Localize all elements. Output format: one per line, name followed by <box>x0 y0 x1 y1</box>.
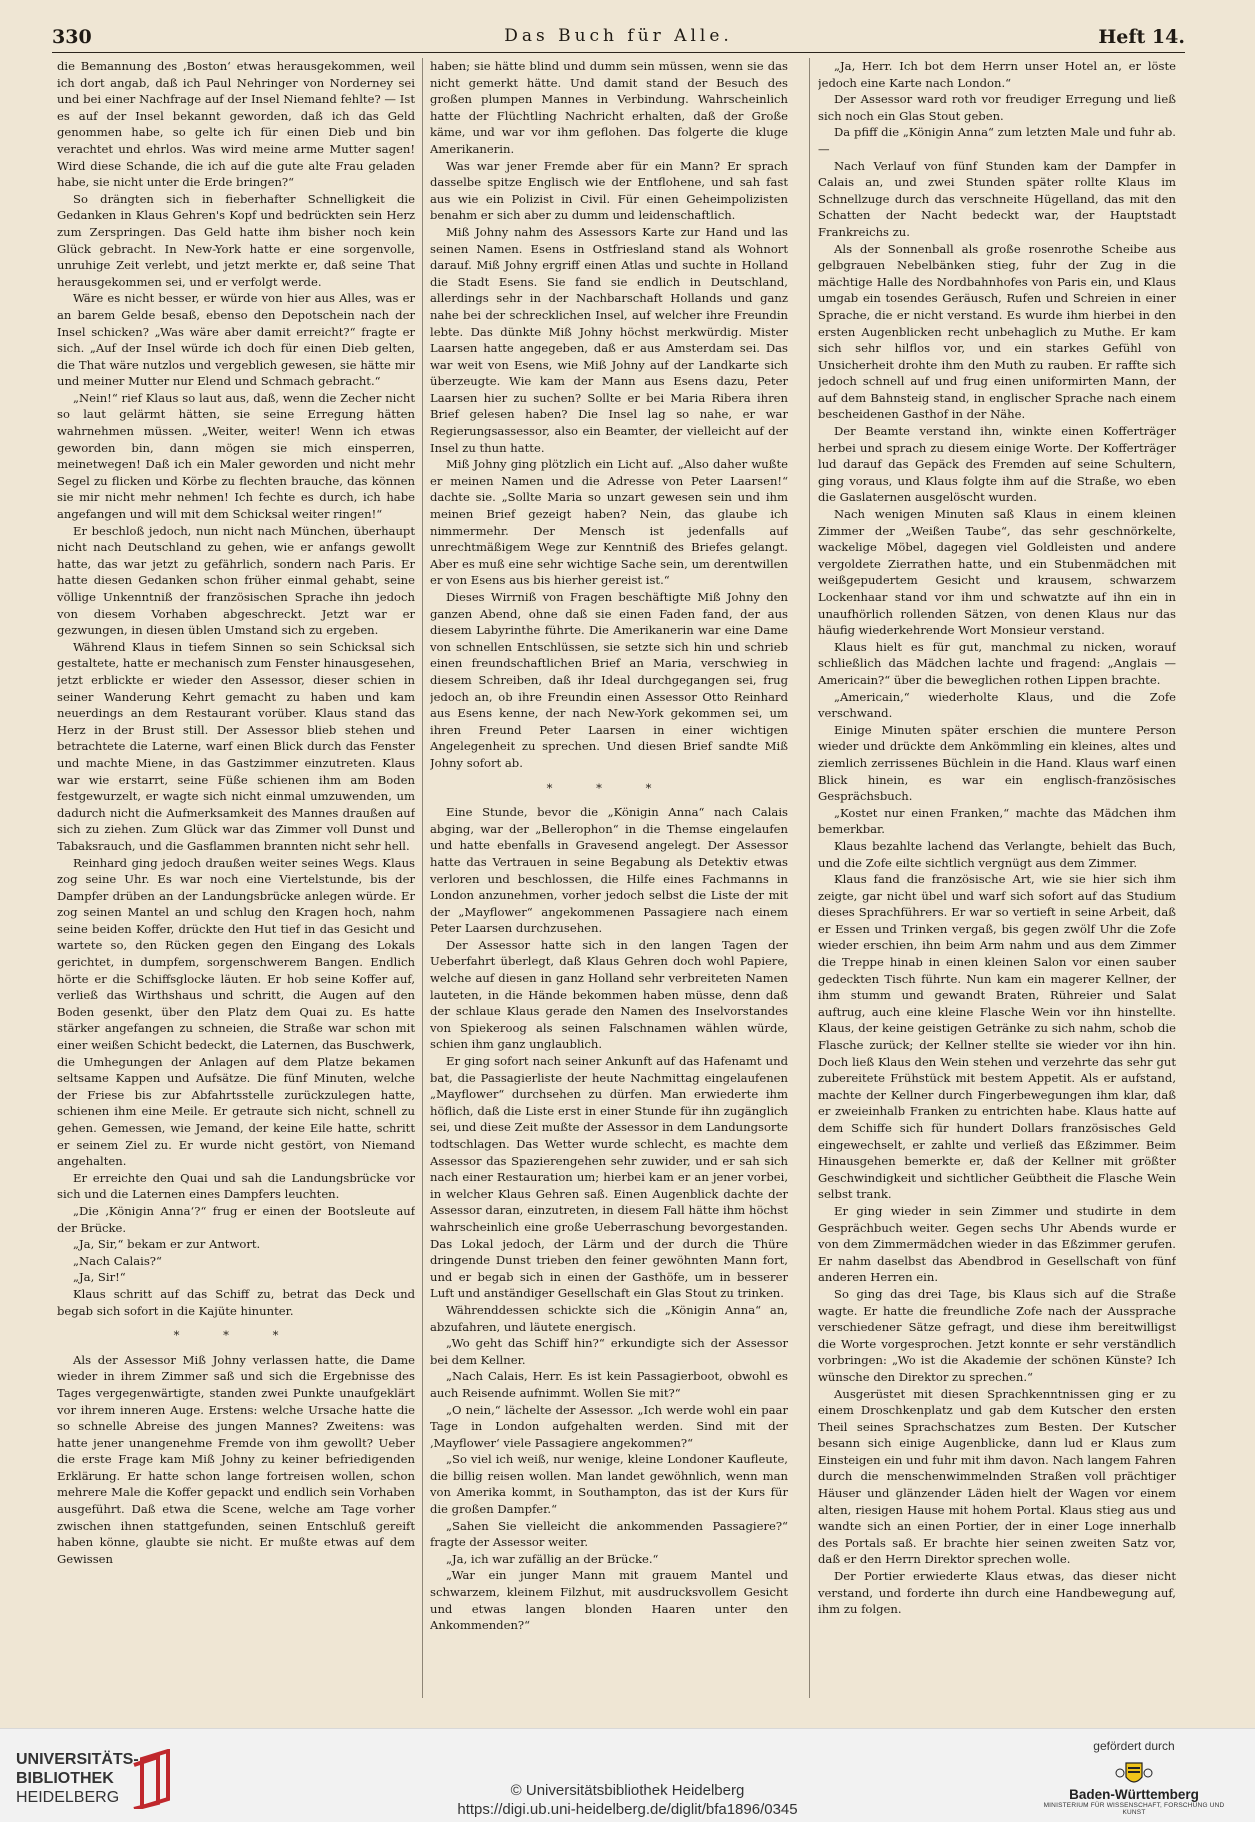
library-name-line: UNIVERSITÄTS- <box>16 1751 139 1768</box>
paragraph: Der Assessor hatte sich in den langen Tagen der Ueberfahrt überlegt, daß Klaus Gehren doch wohl Papiere, welche auf diesen in ganz Holland sehr verbreiteten Namen lauteten, in die Hände bekommen haben müsse, denn daß der schlaue Klaus gerade den Namen des Inselvorstandes von Spiekeroog als seinen Falschnamen wählen würde, schien ihm ganz unglaublich. <box>430 937 788 1052</box>
issue-number: Heft 14. <box>1098 26 1185 48</box>
paragraph: Einige Minuten später erschien die muntere Person wieder und drückte dem Ankömmling ein kleines, altes und ziemlich zerrissenes Büchlein in die Hand. Klaus warf einen Blick hinein, es war ein englisch-französisches Gesprächsbuch. <box>818 722 1176 804</box>
paragraph: Er ging sofort nach seiner Ankunft auf das Hafenamt und bat, die Passagierliste der heute Nachmittag eingelaufenen „Mayflower“ durchsehen zu dürfen. Man erwiederte ihm höflich, daß die Liste erst in einer Stunde für ihn zugänglich sei, und diese Zeit mußte der Assessor in dem Landungsorte todtschlagen. Das Wetter wurde schlecht, es machte dem Assessor das Spazierengehen sehr zuwider, und er sah sich nach einer Restauration um; hierbei kam er an jener vorbei, in welcher Klaus Gehren saß. Einen Augenblick dachte der Assessor daran, einzutreten, in diesem Fall hätte ihm höchst wahrscheinlich eine große Ueberraschung bevorgestanden. Das Lokal jedoch, der Lärm und der durch die Thüre dringende Dunst trieben den feiner gewöhnten Mann fort, und er begab sich in einen der Gasthöfe, um in besserer Luft und anständiger Gesellschaft ein Glas Stout zu trinken. <box>430 1054 788 1301</box>
paragraph: Klaus hielt es für gut, manchmal zu nicken, worauf schließlich das Mädchen lachte und fragend: „Anglais — Americain?“ über die beweglichen rothen Lippen brachte. <box>818 639 1176 687</box>
publication-title: Das Buch für Alle. <box>504 26 733 46</box>
paragraph: „Die ‚Königin Anna‘?“ frug er einen der Bootsleute auf der Brücke. <box>57 1203 415 1235</box>
paragraph: „Nach Calais, Herr. Es ist kein Passagierboot, obwohl es auch Reisende aufnimmt. Wollen Sie mit?“ <box>430 1369 788 1400</box>
digitization-footer <box>0 1728 1255 1822</box>
paragraph: „Ja, Sir!“ <box>73 1270 126 1285</box>
paragraph: Eine Stunde, bevor die „Königin Anna“ nach Calais abging, war der „Bellerophon“ in die Themse eingelaufen und hatte ebenfalls in Gravesend angelegt. Der Assessor hatte das Vertrauen in seine Begabung als Detektiv etwas verloren und beschlossen, die Hilfe eines Fachmanns in London anzunehmen, vorher jedoch selbst die Liste der mit der „Mayflower“ angekommenen Passagiere nach einem Peter Laarsen durchzusehen. <box>430 805 788 936</box>
paragraph: Da pfiff die „Königin Anna“ zum letzten Male und fuhr ab. — <box>818 125 1176 156</box>
paragraph: Der Beamte verstand ihn, winkte einen Kofferträger herbei und sprach zu diesem einige Worte. Der Kofferträger lud darauf das Gepäck des Fremden auf seine Schultern, ging voraus, und Klaus folgte ihm auf die Straße, wo eben die Gaslaternen ausgelöscht wurden. <box>818 424 1176 505</box>
ministry-name: MINISTERIUM FÜR WISSENSCHAFT, FORSCHUNG UND KUNST <box>1043 1802 1225 1816</box>
paragraph: So drängten sich in fieberhafter Schnelligkeit die Gedanken in Klaus Gehren's Kopf und bedrückten sein Herz zum Zerspringen. Das Geld hatte ihm bisher noch kein Glück gebracht. In New-York hatte er eine sorgenvolle, unruhige Zeit verlebt, und jetzt merkte er, daß seine That herausgekommen sei, und er verfolgt werde. <box>57 191 415 289</box>
paragraph: Dieses Wirrniß von Fragen beschäftigte Miß Johny den ganzen Abend, ohne daß sie einen Faden fand, der aus diesem Labyrinthe führte. Die Amerikanerin war eine Dame von schnellen Entschlüssen, sie setzte sich hin und schrieb einen freundschaftlichen Brief an Maria, verschwieg in diesem Schreiben, daß ihr Ideal durchgegangen sei, frug jedoch an, ob ihre Freundin einen Assessor Otto Reinhard aus Esens kenne, der nach New-York gekommen sei, um ihren Freund Peter Laarsen in einer wichtigen Angelegenheit zu sprechen. Und diesen Brief sandte Miß Johny sofort ab. <box>430 590 788 770</box>
paragraph: haben; sie hätte blind und dumm sein müssen, wenn sie das nicht gemerkt hätte. Und damit stand der Besuch des großen plumpen Mannes in Verbindung. Wahrscheinlich hatte der Flüchtling Nachricht erhalten, daß der Große käme, und war vor ihm geflohen. Das folgerte die kluge Amerikanerin. <box>430 59 788 156</box>
text-column-2 <box>430 58 788 1708</box>
paragraph: „Nach Calais?“ <box>73 1253 162 1268</box>
section-separator: * * * <box>173 1328 299 1343</box>
paragraph: „Ja, ich war zufällig an der Brücke.“ <box>446 1551 659 1566</box>
paragraph: Während Klaus in tiefem Sinnen so sein Schicksal sich gestaltete, hatte er mechanisch zum Fenster hinausgesehen, jetzt erblickte er wieder den Assessor, dieser schien in seiner Wanderung Kehrt gemacht zu haben und kam neuerdings an dem Restaurant vorüber. Klaus stand das Herz in der Brust still. Der Assessor blieb stehen und betrachtete die Laterne, warf einen Blick durch das Fenster und machte Miene, in das Gastzimmer einzutreten. Klaus war wie erstarrt, seine Füße schienen ihm am Boden festgewurzelt, er wagte sich nicht einmal umzuwenden, um dadurch nicht die Aufmerksamkeit des Mannes draußen auf sich zu ziehen. Zum Glück war das Zimmer voll Dunst und Tabaksrauch, und die Gasflammen brannten nicht sehr hell. <box>57 639 415 853</box>
paragraph: „Sahen Sie vielleicht die ankommenden Passagiere?“ fragte der Assessor weiter. <box>430 1518 788 1550</box>
paragraph: Er erreichte den Quai und sah die Landungsbrücke vor sich und die Laternen eines Dampfers leuchten. <box>57 1170 415 1202</box>
paragraph: die Bemannung des ‚Boston‘ etwas herausgekommen, weil ich dort angab, daß ich Paul Nehringer von Norderney sei und bei einer Nachfrage auf der Insel Niemand fehlte? — Ist es auf der Insel bekannt geworden, daß ich das Geld genommen habe, so gelte ich für einen Dieb und bin verachtet und ehrlos. Was wird meine arme Mutter sagen! Wird diese Schande, die ich auf die gute alte Frau geladen habe, sie nicht unter die Erde bringen?“ <box>57 59 415 190</box>
funder-logo <box>1039 1739 1229 1817</box>
paragraph: Reinhard ging jedoch draußen weiter seines Wegs. Klaus zog seine Uhr. Es war noch eine Viertelstunde, bis der Dampfer drüben an der Landungsbrücke anlegen würde. Er zog seinen Mantel an und schlug den Kragen hoch, nahm seine beiden Koffer, drückte den Hut tief in das Gesicht und wartete so, den Rücken gegen den Eingang des Lokals gerichtet, in dumpfem, sorgenschwerem Bangen. Endlich hörte er die Schiffsglocke läuten. Er hob seine Koffer auf, verließ das Wirthshaus und schritt, die Augen auf den Boden gesenkt, über den Platz dem Quai zu. Es hatte stärker angefangen zu schneien, die Straße war schon mit einer weißen Schicht bedeckt, die Laternen, das Buschwerk, die Umhegungen der Anlagen auf dem Platze bekamen seltsame Kappen und Aufsätze. Die fünf Minuten, welche der Friese bis zur Abfahrtsstelle zurückzulegen hatte, schienen ihm eine Meile. Er getraute sich nicht, schnell zu gehen. Gemessen, wie Jemand, der keine Eile hatte, schritt er seinem Ziel zu. Er wurde nicht gestört, von Niemand angehalten. <box>57 855 415 1169</box>
paragraph: Er beschloß jedoch, nun nicht nach München, überhaupt nicht nach Deutschland zu gehen, wie er anfangs gewollt hatte, das war jetzt zu gefährlich, sondern nach Paris. Er hatte diesen Gedanken schon früher einmal gehabt, seine völlige Unkenntniß der französischen Sprache ihn jedoch von diesem Vorhaben abgeschreckt. Jetzt war er gezwungen, in diesen üblen Umstand sich zu ergeben. <box>57 523 415 638</box>
paragraph: Klaus schritt auf das Schiff zu, betrat das Deck und begab sich sofort in die Kajüte hinunter. <box>57 1286 415 1318</box>
header-rule <box>52 52 1185 53</box>
paragraph: Klaus fand die französische Art, wie sie hier sich ihm zeigte, gar nicht übel und warf sich sofort auf das Studium dieses Sprachführers. Er war so vertieft in seine Arbeit, daß er Essen und Trinken vergaß, bis gegen zwölf Uhr die Zofe wieder erschien, ihn beim Arm nahm und aus dem Zimmer die Treppe hinab in einen kleinen Salon vor einen sauber gedeckten Tisch führte. Nun kam ein magerer Kellner, der ihm stumm und gewandt Braten, Rühreier und Salat auftrug, auch eine kleine Flasche Wein vor ihn hinstellte. Klaus, der keine geistigen Getränke zu sich nahm, schob die Flasche zurück; der Kellner stellte sie wieder vor ihn hin. Doch ließ Klaus den Wein stehen und verzehrte das sehr gut zubereitete Frühstück mit bestem Appetit. Als er aufstand, machte der Kellner durch Fingerbewegungen ihm klar, daß er zweieinhalb Franken zu entrichten habe. Klaus hatte auf dem Schiffe sich für hundert Dollars französisches Geld eingewechselt, er zahlte und verließ das Eßzimmer. Beim Hinausgehen bemerkte er, daß der Kellner mit größter Geschwindigkeit und sichtlicher Geübtheit die Flasche Wein selbst trank. <box>818 872 1176 1202</box>
paragraph: Der Portier erwiederte Klaus etwas, das dieser nicht verstand, und forderte ihn durch eine Handbewegung auf, ihm zu folgen. <box>818 1569 1176 1617</box>
paragraph: Als der Assessor Miß Johny verlassen hatte, die Dame wieder in ihrem Zimmer saß und sich die Ergebnisse des Tages vergegenwärtigte, standen zwei Punkte unaufgeklärt vor ihrem inneren Auge. Erstens: welche Ursache hatte die so schnelle Abreise des jungen Mannes? Zweitens: was hatte jener unangenehme Fremde von ihm gewollt? Ueber die erste Frage kam Miß Johny zu keiner befriedigenden Erklärung. Er hatte schon lange fortreisen wollen, schon mehrere Male die Koffer gepackt und endlich sein Vorhaben ausgeführt. Daß etwa die Scene, welche am Tage vorher zwischen ihnen stattgefunden, seinen Entschluß gereift haben könne, glaubte sie nicht. Er mußte etwas auf dem Gewissen <box>57 1352 415 1566</box>
paragraph: So ging das drei Tage, bis Klaus sich auf die Straße wagte. Er hatte die freundliche Zofe nach der Aussprache verschiedener Sätze gefragt, und diese ihm bereitwilligst die Worte vorgesprochen. Jetzt konnte er sehr verständlich vorbringen: „Wo ist die Akademie der schönen Künste? Ich wünsche den Direktor zu sprechen.“ <box>818 1286 1176 1384</box>
paragraph: Währenddessen schickte sich die „Königin Anna“ an, abzufahren, und läutete energisch. <box>430 1302 788 1334</box>
paragraph: „War ein junger Mann mit grauem Mantel und schwarzem, kleinem Filzhut, mit ausdrucksvollem Gesicht und etwas langen blonden Haaren unter den Ankommenden?“ <box>430 1568 788 1633</box>
paragraph: „Kostet nur einen Franken,“ machte das Mädchen ihm bemerkbar. <box>818 805 1176 837</box>
column-divider <box>809 58 810 1698</box>
text-column-3 <box>818 58 1176 1708</box>
paragraph: Miß Johny ging plötzlich ein Licht auf. „Also daher wußte er meinen Namen und die Adresse von Peter Laarsen!“ dachte sie. „Sollte Maria so unzart gewesen sein und ihm meinen Brief gezeigt haben? Nein, das glaube ich nimmermehr. Der Mensch ist jedenfalls auf unrechtmäßigem Wege zur Kenntniß des Briefes gelangt. Aber es muß eine sehr wichtige Sache sein, um derentwillen er von Esens aus bis hierher gereist ist.“ <box>430 457 788 588</box>
paragraph: Ausgerüstet mit diesen Sprachkenntnissen ging er zu einem Droschkenplatz und gab dem Kutscher den ersten Theil seines Sprachschatzes zum Besten. Der Kutscher besann sich einige Augenblicke, dann lud er Klaus zum Einsteigen ein und fuhr mit ihm davon. Nach langem Fahren durch die menschenwimmelnden Straßen voll prächtiger Häuser und glänzender Läden hielt der Wagen vor einem alten, riesigen Hause mit hohem Portal. Klaus stieg aus und wandte sich an einen Portier, der in einer Loge innerhalb des Portals saß. Er brachte hier seinen zweiten Satz vor, daß er den Herrn Direktor sprechen wolle. <box>818 1386 1176 1567</box>
paragraph: Nach Verlauf von fünf Stunden kam der Dampfer in Calais an, und zwei Stunden später rollte Klaus im Schnellzuge durch das verschneite Hügelland, das mit den Schatten der Nacht bedeckt war, der Hauptstadt Frankreichs zu. <box>818 158 1176 239</box>
library-name-line: HEIDELBERG <box>16 1789 120 1806</box>
paragraph: „Americain,“ wiederholte Klaus, und die Zofe verschwand. <box>818 689 1176 721</box>
funded-by-label: gefördert durch <box>1093 1739 1175 1753</box>
column-divider <box>422 58 423 1698</box>
paragraph: „O nein,“ lächelte der Assessor. „Ich werde wohl ein paar Tage in London aufgehalten werden. Sind mit der ‚Mayflower‘ viele Passagiere angekommen?“ <box>430 1402 788 1450</box>
library-name-line: BIBLIOTHEK <box>16 1770 114 1787</box>
section-separator: * * * <box>546 780 672 795</box>
running-header <box>52 20 1185 50</box>
paragraph: Er ging wieder in sein Zimmer und studirte in dem Gesprächbuch weiter. Gegen sechs Uhr Abends wurde er von dem Zimmermädchen wieder in das Eßzimmer gerufen. Er nahm daselbst das Abendbrod in Gesellschaft von fünf anderen Herren ein. <box>818 1203 1176 1285</box>
paragraph: „So viel ich weiß, nur wenige, kleine Londoner Kaufleute, die billig reisen wollen. Man landet gewöhnlich, wenn man von Amerika kommt, in Southampton, das ist der Kurs für die großen Dampfer.“ <box>430 1452 788 1517</box>
paragraph: Miß Johny nahm des Assessors Karte zur Hand und las seinen Namen. Esens in Ostfriesland stand als Wohnort darauf. Miß Johny ergriff einen Atlas und suchte in Holland die Stadt Esens. Sie fand sie endlich in Deutschland, allerdings sehr in der Nachbarschaft Hollands und ganz nahe bei der schrecklichen Insel, auf welcher ihre Freundin lebte. Das dünkte Miß Johny höchst merkwürdig. Mister Laarsen hatte angegeben, daß er aus Amsterdam sei. Das war weit von Esens, wie Miß Johny auf der Landkarte sich überzeugte. Wie kam der Mann aus Esens dazu, Peter Laarsen hier zu suchen? Sollte er bei Maria Ribera ihren Brief gelesen haben? Die Insel lag so nahe, er war Regierungsassessor, also ein Beamter, der vielleicht auf der Insel zu thun hatte. <box>430 224 788 455</box>
page-number: 330 <box>52 26 92 48</box>
paragraph: Nach wenigen Minuten saß Klaus in einem kleinen Zimmer der „Weißen Taube“, das sehr geschnörkelte, wackelige Möbel, dagegen viel Goldleisten und andere vergoldete Zierrathen hatte, und ein Stubenmädchen mit weißgepudertem Gesicht und krausem, schwarzem Lockenhaar stand vor ihm und schwatzte auf ihn ein in unaufhörlich rollenden Sätzen, von denen Klaus nur das häufig wiederkehrende Wort Monsieur verstand. <box>818 507 1176 638</box>
copyright-text: © Universitätsbibliothek Heidelberg <box>510 1782 745 1799</box>
paragraph: „Ja, Herr. Ich bot dem Herrn unser Hotel an, er löste jedoch eine Karte nach London.“ <box>818 59 1176 90</box>
paragraph: „Ja, Sir,“ bekam er zur Antwort. <box>73 1237 261 1252</box>
text-column-1 <box>57 58 415 1708</box>
permalink-url[interactable]: https://digi.ub.uni-heidelberg.de/diglit/bfa1896/0345 <box>457 1801 798 1818</box>
paragraph: Klaus bezahlte lachend das Verlangte, behielt das Buch, und die Zofe eilte sichtlich vergnügt aus dem Zimmer. <box>818 838 1176 870</box>
paragraph: „Wo geht das Schiff hin?“ erkundigte sich der Assessor bei dem Kellner. <box>430 1336 788 1367</box>
paragraph: Der Assessor ward roth vor freudiger Erregung und ließ sich noch ein Glas Stout geben. <box>818 92 1176 123</box>
paragraph: Als der Sonnenball als große rosenrothe Scheibe aus gelbgrauen Nebelbänken stieg, fuhr der Zug in die mächtige Halle des Nordbahnhofes von Paris ein, und Klaus umgab ein tosendes Geräusch, Rufen und Schreien in einer Sprache, die er nicht verstand. Es wurde ihm hierbei in den ersten Augenblicken recht unbehaglich zu Muthe. Er kam sich sehr hilflos vor, und ein starkes Gefühl von Unsicherheit drohte ihm den Muth zu rauben. Er raffte sich jedoch schnell auf und frug einen uniformirten Mann, der auf dem Bahnsteig stand, in englischer Sprache nach einem bescheidenen Gasthof in der Nähe. <box>818 241 1176 422</box>
paragraph: Wäre es nicht besser, er würde von hier aus Alles, was er an barem Gelde besaß, ebenso den Depotschein nach der Insel schicken? „Was wäre aber damit erreicht?“ fragte er sich. „Auf der Insel würde ich doch für einen Dieb gelten, die That wäre nutzlos und vergeblich gewesen, sie hätte mir und meiner Mutter nur Elend und Schmach gebracht.“ <box>57 291 415 389</box>
state-name: Baden-Württemberg <box>1069 1787 1199 1802</box>
paragraph: Was war jener Fremde aber für ein Mann? Er sprach dasselbe spitze Englisch wie der Entflohene, und sah fast aus wie ein Polizist in Civil. Für einen Geheimpolizisten benahm er sich aber zu dumm und leidenschaftlich. <box>430 158 788 223</box>
paragraph: „Nein!“ rief Klaus so laut aus, daß, wenn die Zecher nicht so laut gelärmt hätten, sie seine Erregung hätten wahrnehmen müssen. „Weiter, weiter! Wenn ich etwas geworden bin, dann mögen sie mich einsperren, meinetwegen! Daß ich ein Maler geworden und nicht mehr Segel zu flicken und Körbe zu flechten brauche, das können sie mir nicht mehr nehmen! Ich fechte es durch, ich habe angefangen und will mit dem Schicksal weiter ringen!“ <box>57 390 415 522</box>
state-crest-icon <box>1114 1759 1154 1789</box>
